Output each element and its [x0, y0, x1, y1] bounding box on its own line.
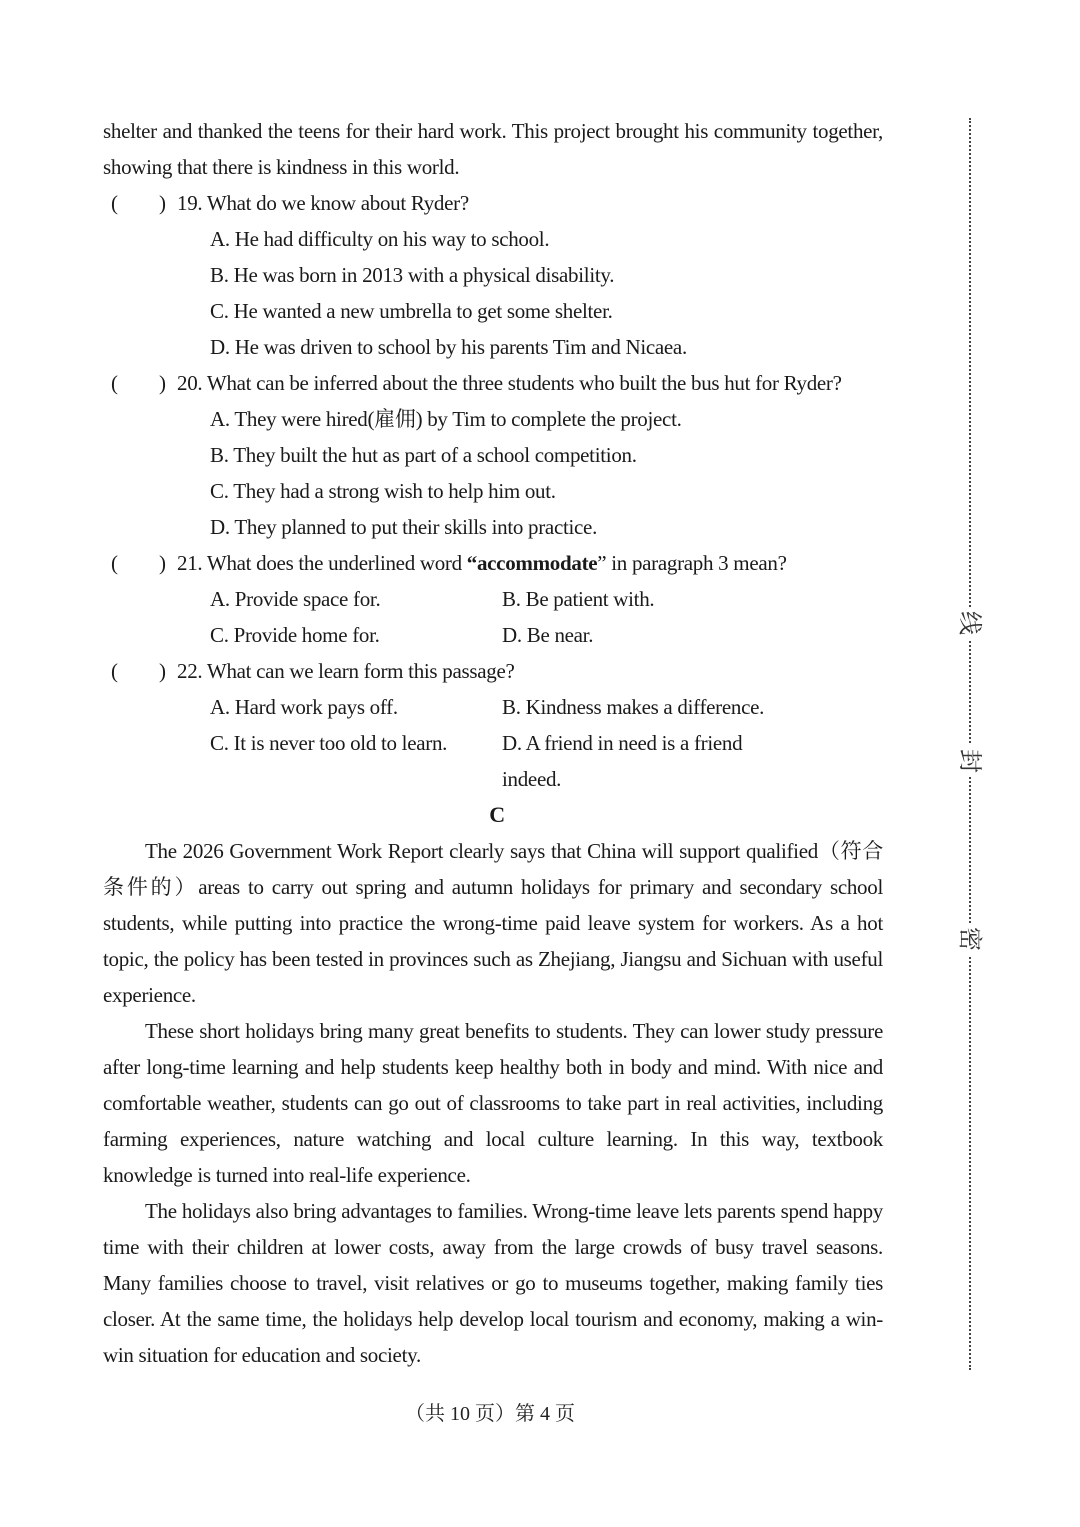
option-c: C. Provide home for. [210, 623, 380, 647]
question-stem: 20. What can be inferred about the three students who built the bus hut for Ryder? [177, 371, 842, 395]
binding-mark-xian: 线 [955, 607, 985, 639]
question-21: ( ) 21. What does the underlined word “accommodate” in paragraph 3 mean? A. Provide space for. B. Be patient with. C. Provide home for. D. Be near. [103, 545, 883, 653]
binding-line [956, 118, 984, 1370]
option-b: B. He was born in 2013 with a physical disability. [210, 263, 615, 287]
section-heading-c: C [489, 802, 505, 827]
question-stem: 21. What does the underlined word “accommodate” in paragraph 3 mean? [177, 551, 787, 575]
option-a: A. Hard work pays off. [210, 695, 398, 719]
option-d: D. They planned to put their skills into practice. [210, 515, 598, 539]
passage-c-paragraph-2: These short holidays bring many great benefits to students. They can lower study pressure after long-time learning and help students keep healthy both in body and mind. With nice and comfortable weather, students can go out of classrooms to take part in real activities, including farming experiences, nature watching and local culture learning. In this way, textbook knowledge is turned into real-life experience. [103, 1019, 883, 1187]
option-d: D. A friend in need is a friend indeed. [502, 731, 743, 791]
option-c: C. He wanted a new umbrella to get some shelter. [210, 299, 613, 323]
option-d: D. He was driven to school by his parents Tim and Nicaea. [210, 335, 687, 359]
binding-mark-mi: 密 [955, 923, 985, 955]
passage-c-paragraph-1: The 2026 Government Work Report clearly says that China will support qualified（符合条件的）areas to carry out spring and autumn holidays for primary and secondary school students, while putting into practice the wrong-time paid leave system for workers. As a hot topic, the policy has been tested in provinces such as Zhejiang, Jiangsu and Sichuan with useful experience. [103, 839, 883, 1007]
page-footer: （共 10 页）第 4 页 [405, 1403, 575, 1425]
option-b: B. They built the hut as part of a school competition. [210, 443, 637, 467]
option-b: B. Be patient with. [502, 587, 655, 611]
option-d: D. Be near. [502, 623, 594, 647]
option-a: A. He had difficulty on his way to school. [210, 227, 550, 251]
dotted-seal-line [969, 118, 971, 1370]
passage-b-ending: shelter and thanked the teens for their hard work. This project brought his community together, showing that there is kindness in this world. [103, 119, 883, 179]
passage-c-paragraph-3: The holidays also bring advantages to families. Wrong-time leave lets parents spend happy time with their children at lower costs, away from the large crowds of busy travel seasons. Many families choose to travel, visit relatives or go to museums together, making family ties closer. At the same time, the holidays help develop local tourism and economy, making a win-win situation for education and society. [103, 1199, 883, 1367]
underlined-word: “accommodate [466, 551, 598, 575]
option-c: C. They had a strong wish to help him out. [210, 479, 556, 503]
question-20: ( ) 20. What can be inferred about the three students who built the bus hut for Ryder? A. They were hired(雇佣) by Tim to complete the project. B. They built the hut as part of a school competition. C. They had a strong wish to help him out. D. They planned to put their skills into practice. [103, 365, 883, 545]
binding-mark-feng: 封 [955, 745, 985, 777]
option-a: A. They were hired(雇佣) by Tim to complete the project. [210, 407, 682, 431]
option-a: A. Provide space for. [210, 587, 381, 611]
option-c: C. It is never too old to learn. [210, 731, 448, 755]
question-22: ( ) 22. What can we learn form this passage? A. Hard work pays off. B. Kindness makes a difference. C. It is never too old to learn. D. A friend in need is a friend indeed. [103, 653, 883, 797]
question-stem: 22. What can we learn form this passage? [177, 659, 515, 683]
option-b: B. Kindness makes a difference. [502, 695, 765, 719]
question-stem: 19. What do we know about Ryder? [177, 191, 469, 215]
question-19: ( ) 19. What do we know about Ryder? A. He had difficulty on his way to school. B. He was born in 2013 with a physical disability. C. He wanted a new umbrella to get some shelter. D. He was driven to school by his parents Tim and Nicaea. [103, 185, 883, 365]
page-content [103, 113, 883, 1373]
